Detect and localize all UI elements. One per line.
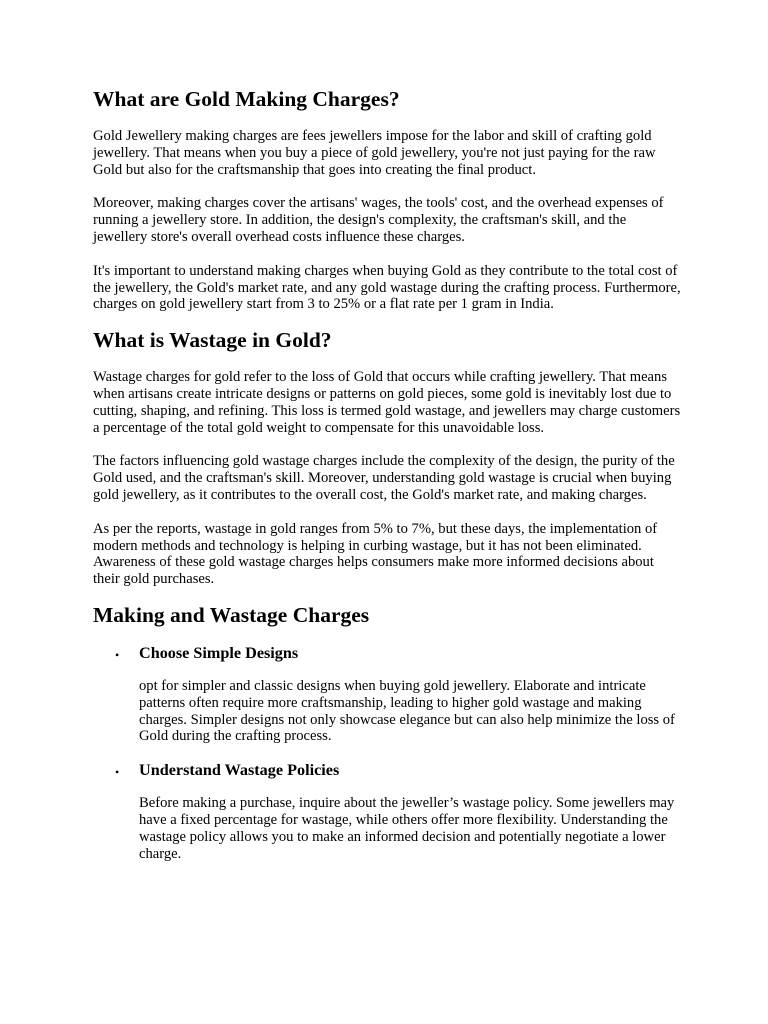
list-item [93,760,683,862]
paragraph: It's important to understand making charges when buying Gold as they contribute to the total cost of the jewellery, the Gold's market rate, and any gold wastage during the crafting process. Furthermore, charges on gold jewellery start from 3 to 25% or a flat rate per 1 gram in India. [93,262,681,313]
paragraph: Wastage charges for gold refer to the loss of Gold that occurs while crafting jewellery. That means when artisans create intricate designs or patterns on gold pieces, some gold is inevitably lost due to cutting, shaping, and refining. This loss is termed gold wastage, and jewellers may charge customers a percentage of the total gold weight to compensate for this unavoidable loss. [93,369,681,436]
tip-text: opt for simpler and classic designs when buying gold jewellery. Elaborate and intricate patterns often require more craftsmanship, leading to higher gold wastage and making charges. Simpler designs not only showcase elegance but can also help minimize the loss of Gold during the crafting process. [139,677,675,745]
section-title-making-charges: What are Gold Making Charges? [93,87,400,111]
tip-heading: Understand Wastage Policies [139,761,340,780]
paragraph: Gold Jewellery making charges are fees jewellers impose for the labor and skill of crafting gold jewellery. That means when you buy a piece of gold jewellery, you're not just paying for the raw Gold but also for the craftsmanship that goes into creating the final product. [93,128,656,178]
paragraph: The factors influencing gold wastage charges include the complexity of the design, the purity of the Gold used, and the craftsman's skill. Moreover, understanding gold wastage is crucial when buying gold jewellery, as it contributes to the overall cost, the Gold's market rate, and making charges. [93,453,675,503]
paragraph: Moreover, making charges cover the artisans' wages, the tools' cost, and the overhead expenses of running a jewellery store. In addition, the design's complexity, the craftsman's skill, and the jewellery store's overall overhead costs influence these charges. [93,195,664,245]
tips-list [93,643,683,862]
section-title-wastage: What is Wastage in Gold? [93,328,332,353]
tip-heading: Choose Simple Designs [139,643,299,662]
bullet-icon: • [115,647,120,662]
list-item [93,643,683,745]
bullet-icon: • [115,765,120,780]
paragraph: As per the reports, wastage in gold ranges from 5% to 7%, but these days, the implementation of modern methods and technology is helping in curbing wastage, but it has not been eliminated. Awareness of these gold wastage charges helps consumers make more informed decisions about their gold purchases. [93,520,658,588]
tip-text: Before making a purchase, inquire about the jeweller’s wastage policy. Some jewellers may have a fixed percentage for wastage, while others offer more flexibility. Understanding the wastage policy allows you to make an informed decision and potentially negotiate a lower charge. [139,795,675,862]
section-title-making-and-wastage: Making and Wastage Charges [93,602,370,627]
document-page [93,85,683,862]
